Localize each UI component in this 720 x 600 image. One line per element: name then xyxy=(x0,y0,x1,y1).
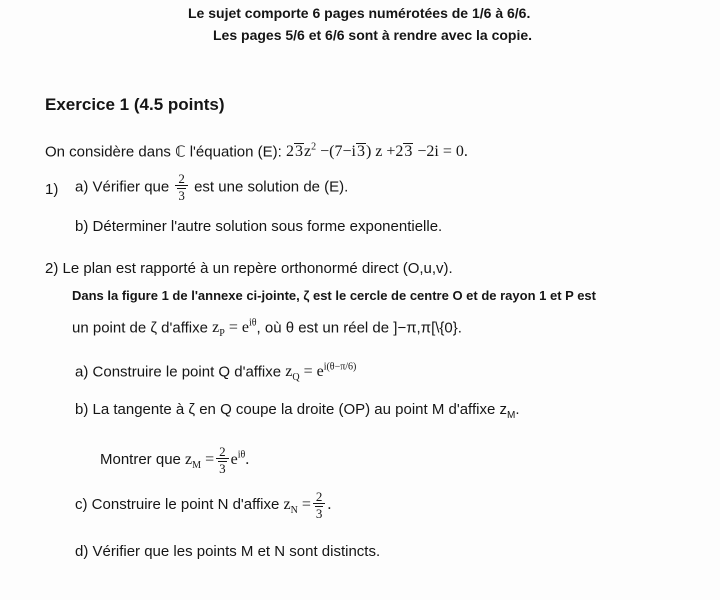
q1a-label: a) xyxy=(75,178,89,196)
q2d xyxy=(75,543,380,560)
q2-number: 2) xyxy=(45,260,59,277)
q1b-text: Déterminer l'autre solution sous forme exponentielle. xyxy=(92,218,443,235)
q2a-label: a) xyxy=(75,363,89,381)
q2-p2b: , où θ est un réel de ]−π,π[\{0}. xyxy=(256,319,462,337)
q2d-text: Vérifier que les points M et N sont distincts. xyxy=(92,543,381,560)
header-line-2: Les pages 5/6 et 6/6 sont à rendre avec la copie. xyxy=(213,27,533,43)
q2b: b) La tangente à ζ en Q coupe la droite (OP) au point M d'affixe $z_M$. xyxy=(75,401,520,421)
q1a xyxy=(75,172,348,203)
equation-label: (E): xyxy=(257,143,282,161)
q1b xyxy=(75,218,442,235)
q1a-text1: Vérifier que xyxy=(92,178,170,196)
q2c-text: Construire le point N d'affixe xyxy=(91,496,280,513)
q2d-label: d) xyxy=(75,543,89,560)
exercise-title: Exercice 1 (4.5 points) xyxy=(45,95,225,114)
q2-p2a: un point de ζ d'affixe xyxy=(72,319,208,337)
q2-intro: Le plan est rapporté à un repère orthonormé direct (O,u,v). xyxy=(62,260,453,277)
fraction-2-over-sqrt3: $\frac{2}{3}$ xyxy=(175,172,188,203)
zM-formula: $z_M$ = $\frac{2}{3}$ $e^{i\theta}$. xyxy=(185,444,250,476)
q2b-label: b) xyxy=(75,401,89,418)
q2-intro-line xyxy=(45,260,453,277)
q1-number: 1) xyxy=(45,181,59,198)
intro-text: On considère dans ℂ l'équation xyxy=(45,143,254,161)
q2b-show-text: Montrer que xyxy=(100,451,181,468)
zP-formula: $z_P = e^{i\theta}$ xyxy=(212,318,257,340)
q2-paragraph-2 xyxy=(72,318,462,340)
q2a xyxy=(75,362,356,384)
equation-E: $23z^2 -(7-i3)$ z +23 −2i = 0. xyxy=(286,142,468,161)
q1a-text2: est une solution de (E). xyxy=(194,178,349,196)
q2b-text: La tangente à ζ en Q coupe la droite (OP) au point M d'affixe z xyxy=(92,401,507,418)
q2b-show xyxy=(100,445,249,476)
q2c xyxy=(75,490,331,521)
zN-formula: $z_N$ = $\frac{2}{3}$ . xyxy=(283,489,332,521)
q1b-label: b) xyxy=(75,218,89,235)
q2c-label: c) xyxy=(75,496,88,513)
header-line-1: Le sujet comporte 6 pages numérotées de 1/6 à 6/6. xyxy=(188,5,531,21)
exercise-intro xyxy=(45,142,468,161)
q2-paragraph-1: Dans la figure 1 de l'annexe ci-jointe, ζ est le cercle de centre O et de rayon 1 et P est xyxy=(72,288,596,303)
zQ-formula: $z_Q = e^{i(\theta-\pi/6)}$ xyxy=(285,362,357,384)
q2a-text: Construire le point Q d'affixe xyxy=(92,363,282,381)
